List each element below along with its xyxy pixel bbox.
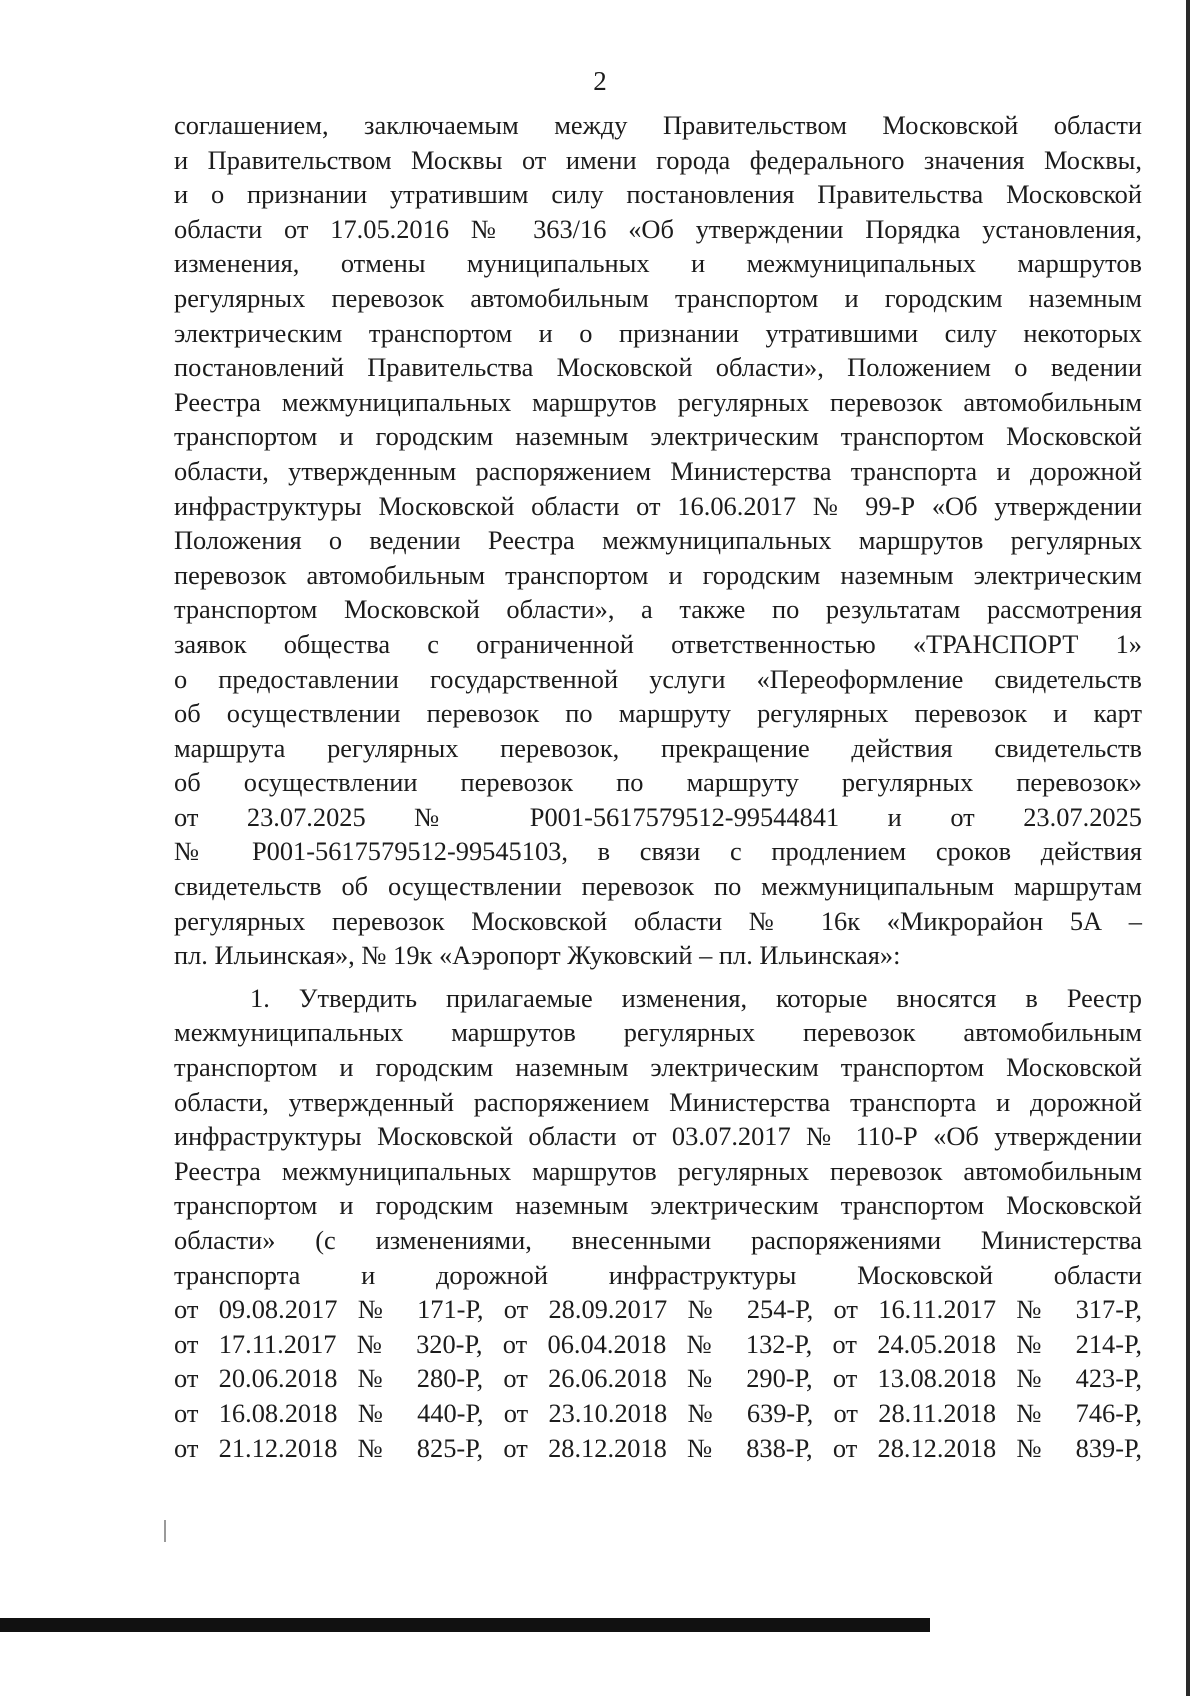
scan-bottom-bar xyxy=(0,1618,930,1632)
text-line: и о признании утратившим силу постановления Правительства Московской xyxy=(174,179,1142,210)
text-line: Реестра межмуниципальных маршрутов регулярных перевозок автомобильным xyxy=(174,1155,1142,1186)
text-line: от 16.08.2018 № 440-Р, от 23.10.2018 № 639-Р, от 28.11.2018 № 746-Р, xyxy=(174,1397,1142,1428)
text-line: № Р001-5617579512-99545103, в связи с продлением сроков действия xyxy=(174,836,1142,867)
text-line: о предоставлении государственной услуги «Переоформление свидетельств xyxy=(174,663,1142,694)
text-line: электрическим транспортом и о признании утратившими силу некоторых xyxy=(174,317,1142,348)
text-line: регулярных перевозок Московской области № 16к «Микрорайон 5А – xyxy=(174,905,1142,936)
text-line: об осуществлении перевозок по маршруту регулярных перевозок» xyxy=(174,767,1142,798)
paragraph-gap xyxy=(174,973,1142,981)
text-line: от 23.07.2025 № Р001-5617579512-99544841 и от 23.07.2025 xyxy=(174,801,1142,832)
text-line: соглашением, заключаемым между Правительством Московской области xyxy=(174,110,1142,140)
text-line: области» (с изменениями, внесенными распоряжениями Министерства xyxy=(174,1225,1142,1255)
text-line: от 09.08.2017 № 171-Р, от 28.09.2017 № 254-Р, от 16.11.2017 № 317-Р, xyxy=(174,1294,1142,1325)
text-line: межмуниципальных маршрутов регулярных перевозок автомобильным xyxy=(174,1017,1142,1048)
text-line: маршрута регулярных перевозок, прекращение действия свидетельств xyxy=(174,732,1142,763)
text-line: от 21.12.2018 № 825-Р, от 28.12.2018 № 838-Р, от 28.12.2018 № 839-Р, xyxy=(174,1432,1142,1463)
text-line: 1. Утвердить прилагаемые изменения, которые вносятся в Реестр xyxy=(250,982,1142,1013)
text-line: об осуществлении перевозок по маршруту регулярных перевозок и карт xyxy=(174,698,1142,729)
text-line: транспортом и городским наземным электрическим транспортом Московской xyxy=(174,1190,1142,1221)
text-line: области, утвержденный распоряжением Министерства транспорта и дорожной xyxy=(174,1086,1142,1117)
intro-paragraph xyxy=(174,108,1142,973)
text-line: Положения о ведении Реестра межмуниципальных маршрутов регулярных xyxy=(174,525,1142,556)
text-line: транспорта и дорожной инфраструктуры Московской области xyxy=(174,1259,1142,1290)
text-line: от 20.06.2018 № 280-Р, от 26.06.2018 № 290-Р, от 13.08.2018 № 423-Р, xyxy=(174,1363,1142,1394)
scan-right-edge xyxy=(1186,0,1190,1696)
text-line: заявок общества с ограниченной ответственностью «ТРАНСПОРТ 1» xyxy=(174,628,1142,659)
text-line: транспортом и городским наземным электрическим транспортом Московской xyxy=(174,1052,1142,1083)
text-line: перевозок автомобильным транспортом и городским наземным электрическим xyxy=(174,559,1142,590)
text-line: свидетельств об осуществлении перевозок по межмуниципальным маршрутам xyxy=(174,871,1142,902)
document-body xyxy=(174,108,1142,1465)
text-line: транспортом Московской области», а также по результатам рассмотрения xyxy=(174,594,1142,625)
text-line: от 17.11.2017 № 320-Р, от 06.04.2018 № 132-Р, от 24.05.2018 № 214-Р, xyxy=(174,1328,1142,1359)
text-line: транспортом и городским наземным электрическим транспортом Московской xyxy=(174,421,1142,452)
text-line: инфраструктуры Московской области от 16.06.2017 № 99-Р «Об утверждении xyxy=(174,490,1142,521)
text-line: изменения, отмены муниципальных и межмуниципальных маршрутов xyxy=(174,248,1142,279)
text-line: пл. Ильинская», № 19к «Аэропорт Жуковский – пл. Ильинская»: xyxy=(174,940,901,971)
text-line: области от 17.05.2016 № 363/16 «Об утверждении Порядка установления, xyxy=(174,213,1142,244)
page-number: 2 xyxy=(593,66,607,96)
text-line: области, утвержденным распоряжением Министерства транспорта и дорожной xyxy=(174,455,1142,486)
text-line: постановлений Правительства Московской области», Положением о ведении xyxy=(174,352,1142,383)
item-1-paragraph xyxy=(174,981,1142,1465)
text-line: регулярных перевозок автомобильным транспортом и городским наземным xyxy=(174,282,1142,313)
text-line: инфраструктуры Московской области от 03.07.2017 № 110-Р «Об утверждении xyxy=(174,1121,1142,1152)
text-line: и Правительством Москвы от имени города федерального значения Москвы, xyxy=(174,144,1142,175)
scan-margin-mark xyxy=(164,1520,166,1542)
text-line: Реестра межмуниципальных маршрутов регулярных перевозок автомобильным xyxy=(174,386,1142,417)
